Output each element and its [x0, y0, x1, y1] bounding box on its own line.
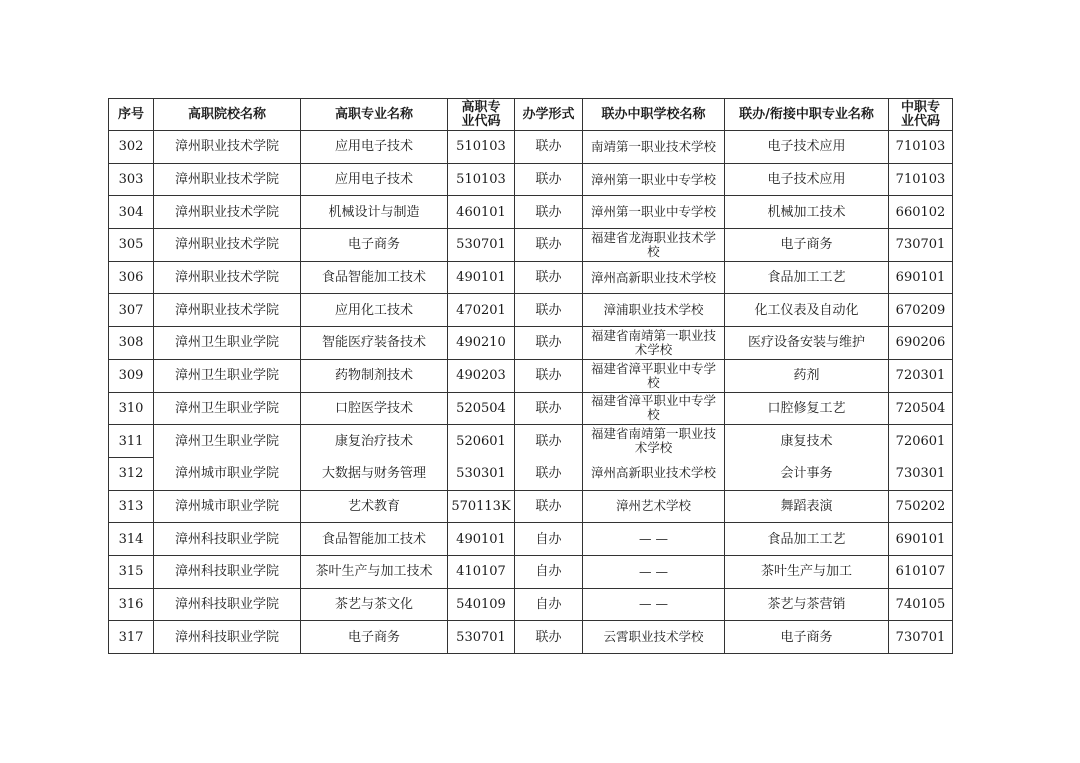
cell-no: 317: [109, 621, 154, 654]
cell-no: 309: [109, 359, 154, 392]
cell-no: 310: [109, 392, 154, 425]
table-row: [109, 163, 953, 196]
cell-school: — —: [583, 523, 725, 556]
cell-form: 联办: [515, 196, 583, 229]
cell-form: 联办: [515, 392, 583, 425]
cell-college: 漳州卫生职业学院: [154, 425, 301, 458]
cell-no: 313: [109, 490, 154, 523]
cell-college: 漳州职业技术学院: [154, 196, 301, 229]
cell-sec-code: 730301: [889, 457, 953, 490]
cell-sec-major: 化工仪表及自动化: [725, 294, 889, 327]
cell-major: 应用化工技术: [301, 294, 448, 327]
cell-school: 漳州第一职业中专学校: [583, 196, 725, 229]
cell-code: 470201: [448, 294, 515, 327]
cell-sec-major: 电子技术应用: [725, 131, 889, 164]
cell-college: 漳州职业技术学院: [154, 294, 301, 327]
table-row: [109, 425, 953, 458]
table-body: [109, 131, 953, 654]
cell-major: 应用电子技术: [301, 163, 448, 196]
cell-form: 自办: [515, 523, 583, 556]
header-school: 联办中职学校名称: [583, 99, 725, 131]
cell-college: 漳州科技职业学院: [154, 523, 301, 556]
cell-major: 电子商务: [301, 229, 448, 262]
cell-major: 茶叶生产与加工技术: [301, 555, 448, 588]
cell-sec-major: 食品加工工艺: [725, 523, 889, 556]
cell-school: 福建省龙海职业技术学校: [583, 229, 725, 262]
cell-major: 电子商务: [301, 621, 448, 654]
cell-major: 应用电子技术: [301, 131, 448, 164]
cell-school: 漳州第一职业中专学校: [583, 163, 725, 196]
cell-college: 漳州城市职业学院: [154, 490, 301, 523]
header-college: 高职院校名称: [154, 99, 301, 131]
cell-sec-code: 670209: [889, 294, 953, 327]
cell-sec-code: 720504: [889, 392, 953, 425]
table-row: [109, 294, 953, 327]
cell-sec-major: 会计事务: [725, 457, 889, 490]
cell-code: 530701: [448, 229, 515, 262]
cell-no: 316: [109, 588, 154, 621]
cell-college: 漳州卫生职业学院: [154, 327, 301, 360]
table-row: [109, 392, 953, 425]
cell-school: 漳浦职业技术学校: [583, 294, 725, 327]
cell-college: 漳州城市职业学院: [154, 457, 301, 490]
cell-college: 漳州职业技术学院: [154, 131, 301, 164]
cell-major: 食品智能加工技术: [301, 261, 448, 294]
cell-form: 联办: [515, 294, 583, 327]
cell-sec-major: 口腔修复工艺: [725, 392, 889, 425]
cell-no: 302: [109, 131, 154, 164]
cell-code: 490101: [448, 523, 515, 556]
header-no: 序号: [109, 99, 154, 131]
cell-form: 联办: [515, 425, 583, 458]
cell-code: 540109: [448, 588, 515, 621]
cell-code: 410107: [448, 555, 515, 588]
table-row: [109, 555, 953, 588]
cell-sec-major: 电子技术应用: [725, 163, 889, 196]
header-code: 高职专 业代码: [448, 99, 515, 131]
cell-code: 530301: [448, 457, 515, 490]
cell-code: 490101: [448, 261, 515, 294]
cell-sec-code: 610107: [889, 555, 953, 588]
cell-form: 联办: [515, 490, 583, 523]
table-row: [109, 196, 953, 229]
cell-sec-major: 医疗设备安装与维护: [725, 327, 889, 360]
cell-college: 漳州职业技术学院: [154, 261, 301, 294]
table-row: [109, 229, 953, 262]
cell-code: 510103: [448, 163, 515, 196]
table-row: [109, 588, 953, 621]
cell-form: 自办: [515, 555, 583, 588]
cell-major: 智能医疗装备技术: [301, 327, 448, 360]
cell-code: 520504: [448, 392, 515, 425]
header-row: [109, 99, 953, 131]
cell-no: 305: [109, 229, 154, 262]
cell-sec-major: 药剂: [725, 359, 889, 392]
cell-code: 570113K: [448, 490, 515, 523]
cell-school: — —: [583, 555, 725, 588]
cell-school: 南靖第一职业技术学校: [583, 131, 725, 164]
cell-college: 漳州职业技术学院: [154, 229, 301, 262]
cell-sec-code: 690101: [889, 261, 953, 294]
cell-college: 漳州卫生职业学院: [154, 359, 301, 392]
cell-code: 460101: [448, 196, 515, 229]
cell-sec-code: 730701: [889, 621, 953, 654]
cell-school: 福建省南靖第一职业技术学校: [583, 425, 725, 458]
cell-college: 漳州科技职业学院: [154, 621, 301, 654]
cell-form: 联办: [515, 621, 583, 654]
cell-major: 大数据与财务管理: [301, 457, 448, 490]
cell-sec-code: 710103: [889, 163, 953, 196]
cell-sec-major: 电子商务: [725, 229, 889, 262]
cell-school: 福建省漳平职业中专学校: [583, 392, 725, 425]
cell-sec-major: 茶艺与茶营销: [725, 588, 889, 621]
cell-code: 510103: [448, 131, 515, 164]
cell-school: 漳州高新职业技术学校: [583, 261, 725, 294]
cell-school: — —: [583, 588, 725, 621]
cell-college: 漳州科技职业学院: [154, 588, 301, 621]
cell-sec-major: 电子商务: [725, 621, 889, 654]
cell-sec-major: 机械加工技术: [725, 196, 889, 229]
cell-form: 联办: [515, 163, 583, 196]
cell-form: 联办: [515, 359, 583, 392]
cell-school: 漳州艺术学校: [583, 490, 725, 523]
cell-sec-code: 660102: [889, 196, 953, 229]
cell-sec-code: 750202: [889, 490, 953, 523]
cell-sec-major: 食品加工工艺: [725, 261, 889, 294]
cell-sec-code: 710103: [889, 131, 953, 164]
table-row: [109, 359, 953, 392]
enrollment-table: [108, 98, 953, 654]
cell-school: 漳州高新职业技术学校: [583, 457, 725, 490]
cell-sec-code: 740105: [889, 588, 953, 621]
cell-form: 自办: [515, 588, 583, 621]
table-row: [109, 523, 953, 556]
cell-no: 307: [109, 294, 154, 327]
cell-major: 食品智能加工技术: [301, 523, 448, 556]
cell-form: 联办: [515, 229, 583, 262]
cell-school: 云霄职业技术学校: [583, 621, 725, 654]
cell-sec-major: 茶叶生产与加工: [725, 555, 889, 588]
cell-college: 漳州卫生职业学院: [154, 392, 301, 425]
cell-form: 联办: [515, 327, 583, 360]
table-row: [109, 131, 953, 164]
cell-code: 490210: [448, 327, 515, 360]
cell-sec-major: 康复技术: [725, 425, 889, 458]
cell-sec-major: 舞蹈表演: [725, 490, 889, 523]
cell-sec-code: 690206: [889, 327, 953, 360]
table-row: [109, 327, 953, 360]
header-major: 高职专业名称: [301, 99, 448, 131]
cell-major: 茶艺与茶文化: [301, 588, 448, 621]
cell-school: 福建省南靖第一职业技术学校: [583, 327, 725, 360]
cell-code: 520601: [448, 425, 515, 458]
cell-sec-code: 720301: [889, 359, 953, 392]
cell-sec-code: 690101: [889, 523, 953, 556]
cell-college: 漳州职业技术学院: [154, 163, 301, 196]
header-sec-major: 联办/衔接中职专业名称: [725, 99, 889, 131]
cell-major: 康复治疗技术: [301, 425, 448, 458]
cell-major: 药物制剂技术: [301, 359, 448, 392]
cell-no: 303: [109, 163, 154, 196]
header-sec-code: 中职专 业代码: [889, 99, 953, 131]
cell-code: 530701: [448, 621, 515, 654]
header-form: 办学形式: [515, 99, 583, 131]
table-row: [109, 621, 953, 654]
cell-form: 联办: [515, 131, 583, 164]
table-row: [109, 490, 953, 523]
cell-no: 312: [109, 457, 154, 490]
cell-no: 314: [109, 523, 154, 556]
cell-major: 艺术教育: [301, 490, 448, 523]
cell-no: 315: [109, 555, 154, 588]
cell-sec-code: 720601: [889, 425, 953, 458]
cell-code: 490203: [448, 359, 515, 392]
cell-no: 306: [109, 261, 154, 294]
cell-no: 304: [109, 196, 154, 229]
table-row: [109, 261, 953, 294]
cell-no: 311: [109, 425, 154, 458]
cell-school: 福建省漳平职业中专学校: [583, 359, 725, 392]
cell-major: 口腔医学技术: [301, 392, 448, 425]
table-row: [109, 457, 953, 490]
cell-major: 机械设计与制造: [301, 196, 448, 229]
cell-form: 联办: [515, 457, 583, 490]
cell-college: 漳州科技职业学院: [154, 555, 301, 588]
cell-form: 联办: [515, 261, 583, 294]
cell-sec-code: 730701: [889, 229, 953, 262]
cell-no: 308: [109, 327, 154, 360]
